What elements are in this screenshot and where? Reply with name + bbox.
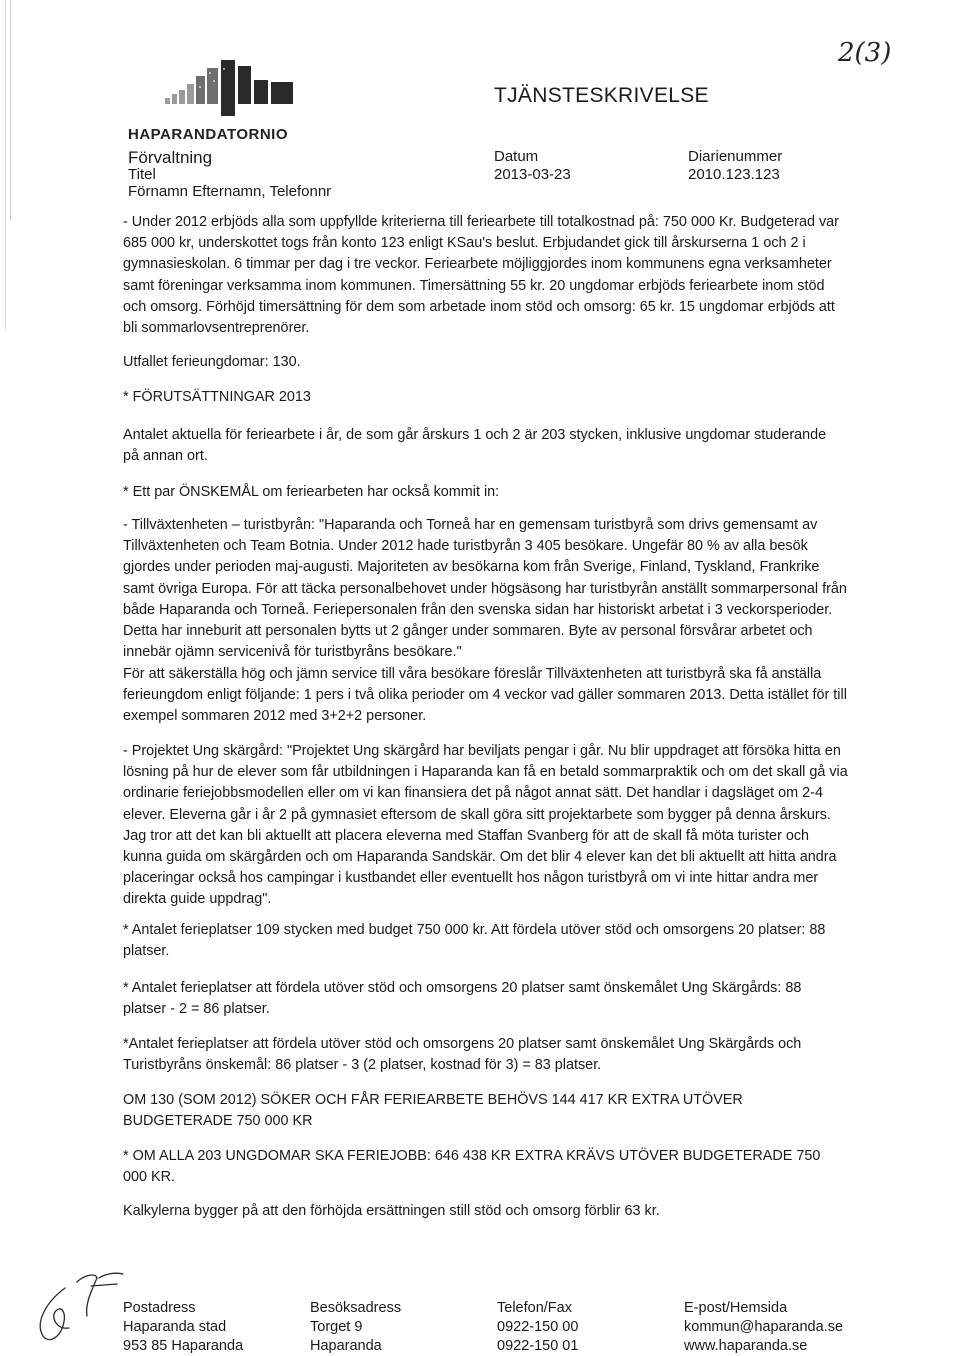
text-line: elever. Eleverna går i år 2 på gymnasiet eftersom de skall göra sitt projektarbete som bygger på denna årskurs. bbox=[123, 806, 831, 823]
text-line: exempel sommaren 2012 med 3+2+2 personer. bbox=[123, 708, 427, 725]
footer-phone-fax bbox=[497, 1299, 578, 1356]
author-label: Förnamn Efternamn, Telefonnr bbox=[128, 183, 332, 200]
footer-value: 0922-150 00 bbox=[497, 1319, 579, 1335]
text-line: Utfallet ferieungdomar: 130. bbox=[123, 354, 301, 370]
footer-value: Haparanda bbox=[310, 1338, 382, 1354]
text-line: - Tillväxtenheten – turistbyrån: "Haparanda och Torneå har en gemensam turistbyrå som drivs gemensamt av bbox=[123, 517, 818, 533]
text-line: lösning på hur de elever som får utbildningen i Haparanda kan få en betald sommarpraktik och om det skall gå via bbox=[123, 764, 848, 781]
text-line: - Projektet Ung skärgård: "Projektet Ung skärgård har beviljats pengar i går. Nu blir uppdraget att försöka hitta en bbox=[123, 743, 841, 759]
diary-number-label: Diarienummer bbox=[688, 148, 783, 165]
paragraph-ung-skargard bbox=[123, 741, 878, 911]
text-line: ferieungdom enligt följande: 1 pers i två olika perioder om 4 veckor vad gäller sommaren 2013. Detta istället för till bbox=[123, 687, 847, 704]
text-line: * Antalet ferieplatser 109 stycken med budget 750 000 kr. Att fördela utöver stöd och omsorgens 20 platser: 88 bbox=[123, 922, 826, 938]
text-line: Turistbyråns önskemål: 86 platser - 3 (2 platser, kostnad för 3) = 83 platser. bbox=[123, 1057, 602, 1074]
footer-label: Besöksadress bbox=[310, 1300, 402, 1316]
text-line: gymnasieskolan. 6 timmar per dag i tre veckor. Feriearbete möjliggjordes inom kommunens egna verksamheter bbox=[123, 256, 832, 273]
text-line: BUDGETERADE 750 000 KR bbox=[123, 1113, 313, 1130]
footer-value: 0922-150 01 bbox=[497, 1338, 579, 1354]
text-line: gjordes under perioden maj-augusti. Majoriteten av besökarna kom från Sverige, Finland, Tyskland, Frankrike bbox=[123, 559, 820, 576]
text-line: Detta har inneburit att personalen bytts ut 2 gånger under sommaren. Byte av personal försvårar arbetet och bbox=[123, 623, 813, 640]
document-type-title: TJÄNSTESKRIVELSE bbox=[494, 84, 709, 107]
text-line: Kalkylerna bygger på att den förhöjda ersättningen still stöd och omsorg förblir 63 kr. bbox=[123, 1203, 660, 1219]
text-line: Antalet aktuella för feriearbete i år, de som går årskurs 1 och 2 är 203 stycken, inklusive ungdomar studerande bbox=[123, 427, 827, 443]
footer-label: Postadress bbox=[123, 1300, 196, 1316]
footer-email-link[interactable]: kommun@haparanda.se bbox=[684, 1319, 844, 1335]
logo-wordmark: HAPARANDATORNIO bbox=[128, 126, 288, 143]
text-line: direkta guide uppdrag". bbox=[123, 891, 272, 908]
text-line: både Haparanda och Torneå. Feriepersonalen från den svenska sidan har historiskt arbetat i 3 veckorsperioder. bbox=[123, 601, 833, 618]
bullet-places-budget bbox=[123, 920, 878, 962]
paragraph-proposal bbox=[123, 664, 878, 728]
municipality-logo-mark bbox=[163, 58, 298, 118]
bullet-places-ung-skargard bbox=[123, 978, 878, 1020]
title-label: Titel bbox=[128, 166, 156, 183]
date-value: 2013-03-23 bbox=[494, 166, 571, 183]
text-line: * FÖRUTSÄTTNINGAR 2013 bbox=[123, 389, 311, 405]
handwritten-signature bbox=[25, 1268, 135, 1348]
footer-website-link[interactable]: www.haparanda.se bbox=[684, 1338, 808, 1354]
section-heading-forutsattningar bbox=[123, 387, 878, 408]
text-line: 685 000 kr, underskottet togs från konto 123 enligt KSau's beslut. Erbjudandet gick till årskurserna 1 och 2 i bbox=[123, 235, 806, 252]
text-line: kunna guida om skärgården och om Haparanda Sandskär. Om det blir 4 elever kan det bli aktuellt att hitta andra bbox=[123, 849, 837, 866]
footer-postal-address bbox=[123, 1299, 243, 1356]
footer-label: Telefon/Fax bbox=[497, 1300, 572, 1316]
text-line: *Antalet ferieplatser att fördela utöver stöd och omsorgens 20 platser samt önskemålet Ung Skärgårds och bbox=[123, 1036, 802, 1052]
paragraph-2012-summary bbox=[123, 212, 878, 339]
footer-value: Torget 9 bbox=[310, 1319, 363, 1335]
paragraph-tourist-office bbox=[123, 515, 878, 663]
text-line: - Under 2012 erbjöds alla som uppfyllde kriterierna till feriearbete till totalkostnad på: 750 000 Kr. Budgeterad var bbox=[123, 214, 839, 230]
scan-edge-line bbox=[10, 0, 11, 220]
text-line: innebär ojämn servicenivå för turistbyråns besökare." bbox=[123, 644, 462, 661]
date-label: Datum bbox=[494, 148, 539, 165]
footer-visiting-address bbox=[310, 1299, 401, 1356]
department-label: Förvaltning bbox=[128, 148, 213, 167]
paragraph-om-203 bbox=[123, 1146, 878, 1188]
text-line: * Antalet ferieplatser att fördela utöver stöd och omsorgens 20 platser samt önskemålet Ung Skärgårds: 88 bbox=[123, 980, 802, 996]
bullet-places-tourist-office bbox=[123, 1034, 878, 1076]
footer-value: Haparanda stad bbox=[123, 1319, 227, 1335]
diary-number-value: 2010.123.123 bbox=[688, 166, 780, 183]
text-line: samt föreningar verksamma inom kommunen. Timersättning 55 kr. 20 ungdomar erbjöds feriearbete inom stöd bbox=[123, 277, 825, 294]
text-line: * Ett par ÖNSKEMÅL om feriearbeten har också kommit in: bbox=[123, 484, 500, 500]
footer-label: E-post/Hemsida bbox=[684, 1300, 788, 1316]
page-number-handwritten: 2(3) bbox=[838, 38, 892, 68]
text-line: samt övriga Europa. För att täcka personalbehovet under högsäsong har turistbyrån anställt sommarpersonal från bbox=[123, 580, 847, 597]
text-line: på annan ort. bbox=[123, 448, 208, 465]
text-line: och omsorg. Förhöjd timersättning för dem som arbetade inom stöd och omsorg: 65 kr. 15 ungdomar erbjöds att bbox=[123, 298, 835, 315]
text-line: platser. bbox=[123, 943, 170, 960]
text-line: Tillväxtenheten och Team Botnia. Under 2012 hade turistbyrån 3 405 besökare. Ungefär 80 % av alla besök bbox=[123, 538, 808, 555]
text-line: placeringar också hos campingar i kustbandet eller eventuellt hos någon turistbyrå om vi inte hittar andra mer bbox=[123, 870, 819, 887]
text-line: bli sommarlovsentreprenörer. bbox=[123, 320, 310, 337]
paragraph-om-130 bbox=[123, 1090, 878, 1132]
paragraph-wishes-intro bbox=[123, 482, 878, 503]
paragraph-eligible-count bbox=[123, 425, 878, 467]
text-line: ordinarie feriejobbsmodellen eller om vi kan finansiera det på något annat sätt. Det handlar i dagsläget om 2-4 bbox=[123, 785, 823, 802]
text-line: * OM ALLA 203 UNGDOMAR SKA FERIEJOBB: 646 438 KR EXTRA KRÄVS UTÖVER BUDGETERADE 750 bbox=[123, 1148, 821, 1164]
outcome-line bbox=[123, 352, 878, 373]
paragraph-calculation-note bbox=[123, 1201, 878, 1222]
text-line: För att säkerställa hög och jämn service till våra besökare föreslår Tillväxtenheten att turistbyrå ska få anställa bbox=[123, 666, 822, 682]
text-line: 000 KR. bbox=[123, 1169, 175, 1186]
text-line: platser - 2 = 86 platser. bbox=[123, 1001, 270, 1018]
footer-value: 953 85 Haparanda bbox=[123, 1338, 244, 1354]
text-line: Jag tror att det kan bli aktuellt att placera eleverna med Staffan Svanberg för att de skall få möta turister och bbox=[123, 827, 810, 844]
scan-edge-line bbox=[5, 0, 6, 330]
text-line: OM 130 (SOM 2012) SÖKER OCH FÅR FERIEARBETE BEHÖVS 144 417 KR EXTRA UTÖVER bbox=[123, 1092, 743, 1108]
footer-email-web bbox=[684, 1299, 843, 1356]
